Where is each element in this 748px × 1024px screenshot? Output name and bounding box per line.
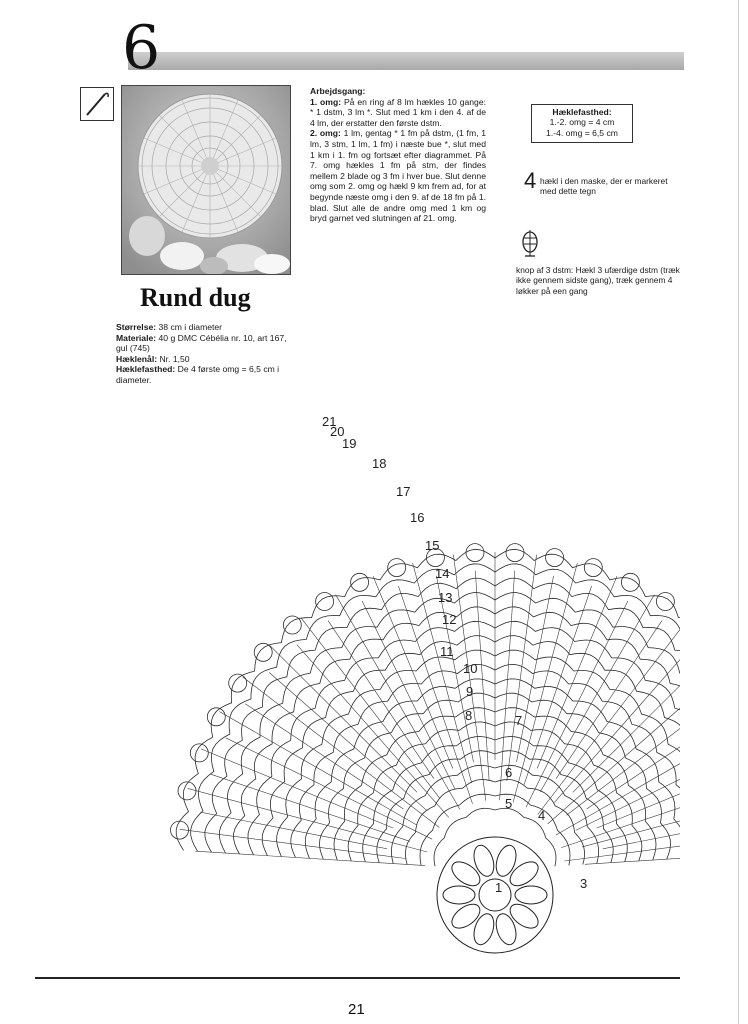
- spec-gauge: Hæklefasthed: De 4 første omg = 6,5 cm i diameter.: [116, 364, 280, 385]
- chart-center-petal: [515, 886, 547, 904]
- chart-stitch-spoke: [201, 749, 393, 828]
- chart-round-label: 16: [410, 510, 425, 525]
- chart-stitch-spoke: [362, 601, 455, 789]
- chart-outer-fan: [466, 544, 484, 562]
- chart-stitch-spoke: [524, 586, 592, 785]
- footer-rule: [35, 977, 680, 979]
- gauge-line-2: 1.-4. omg = 6,5 cm: [546, 127, 618, 138]
- chart-stitch-spoke: [587, 704, 680, 809]
- chart-stitch-spoke: [373, 576, 453, 768]
- chart-center-petal: [493, 843, 520, 879]
- chart-center-petal: [443, 886, 475, 904]
- chart-round-line: [291, 664, 680, 857]
- chart-stitch-spoke: [269, 673, 427, 811]
- chart-stitch-spoke: [201, 812, 388, 849]
- chart-round-label: 19: [342, 436, 357, 451]
- chart-stitch-spoke: [507, 555, 537, 781]
- mark-symbol-icon: 4: [524, 168, 537, 193]
- knot-symbol-icon: [520, 228, 540, 263]
- spec-hook: Hæklenål: Nr. 1,50: [116, 353, 190, 364]
- knot-legend-text: knop af 3 dstm: Hækl 3 ufærdige dstm (træk ikke gennem sidste gang), træk gennem 4 løkker på een gang: [516, 265, 680, 296]
- chart-round-label: 15: [425, 538, 440, 553]
- chart-round-line: [305, 679, 680, 858]
- chart-round-line: [277, 650, 680, 857]
- chart-outer-fan: [229, 674, 247, 692]
- chart-center-petal: [506, 857, 542, 890]
- chart-round-label: 3: [580, 876, 588, 891]
- chart-round-label: 17: [396, 484, 411, 499]
- chart-stitch-spoke: [585, 851, 680, 864]
- spec-material: Materiale: 40 g DMC Cébélia nr. 10, art 167, gul (745): [116, 332, 287, 354]
- chart-outer-fan: [178, 782, 196, 800]
- round-2-instruction: 2. omg: 1 lm, gentag * 1 fm på dstm, (1 fm, 1 lm, 3 stm, 1 lm, 1 fm) i næste bue *, slut med 1 km i 1. fm og fortsæt efter diagrammet. På 7. omg hækles 1 fm på stm, der findes mellem 2 blade og 3 fm i hver bue. Slut denne omg som 2. omg og hækl 9 km frem ad, for at begynde næste omg i den 9. af de 18 fm på 1. blad. Slut alle de andre omg med 1 km og bryd garnet ved slutningen af 21. omg.: [310, 128, 486, 224]
- chart-center-petal: [470, 911, 497, 947]
- chart-outer-fan: [546, 549, 564, 567]
- mark-legend-text: hækl i den maske, der er markeret med dette tegn: [540, 176, 668, 197]
- instructions-block: [310, 86, 486, 224]
- crochet-chart-svg: [120, 340, 680, 970]
- chart-stitch-spoke: [328, 621, 434, 779]
- chart-round-label: 6: [505, 765, 513, 780]
- chart-round-label: 13: [438, 590, 453, 605]
- chart-outer-fan: [254, 643, 272, 661]
- chart-stitch-spoke: [211, 774, 410, 841]
- chart-stitch-spoke: [301, 618, 440, 799]
- chart-round-label: 9: [466, 684, 474, 699]
- gauge-box: [531, 104, 633, 143]
- gauge-line-1: 1.-2. omg = 4 cm: [549, 117, 615, 128]
- chart-round-label: 5: [505, 796, 513, 811]
- crochet-chart: [120, 340, 680, 975]
- page-edge: [738, 0, 739, 1024]
- round-1-instruction: 1. omg: På en ring af 8 lm hækles 10 gange: * 1 dstm, 3 lm *. Slut med 1 km i den 4. af de 4 lm, der erstatter den første dstm.: [310, 96, 486, 128]
- crochet-hook-icon: [80, 87, 114, 121]
- chart-stitch-spoke: [180, 829, 406, 858]
- chart-stitch-spoke: [582, 788, 680, 847]
- chart-stitch-spoke: [188, 788, 428, 852]
- chart-center-petal: [470, 843, 497, 879]
- page-number: 21: [348, 1001, 365, 1018]
- chart-round-label: 7: [515, 713, 523, 728]
- chart-round-label: 12: [442, 612, 457, 627]
- pattern-title: Rund dug: [140, 283, 251, 312]
- chart-round-label: 10: [463, 661, 478, 676]
- chart-round-label: 14: [435, 566, 450, 581]
- chart-stitch-spoke: [517, 576, 554, 762]
- chart-stitch-spoke: [453, 555, 485, 801]
- chart-outer-fan: [656, 593, 674, 611]
- header-bar: [128, 52, 684, 70]
- chart-round-label: 18: [372, 456, 387, 471]
- chart-stitch-spoke: [567, 677, 681, 816]
- chart-stitch-spoke: [219, 712, 417, 826]
- chart-round-label: 8: [465, 708, 473, 723]
- chart-stitch-spoke: [537, 576, 617, 768]
- chart-stitch-spoke: [242, 677, 439, 828]
- chart-stitch-spoke: [597, 749, 680, 828]
- chart-stitch-spoke: [526, 601, 628, 807]
- chart-stitch-spoke: [573, 645, 680, 792]
- chart-center-petal: [448, 900, 484, 933]
- chart-outer-fan: [316, 593, 334, 611]
- chart-round-label: 21: [322, 414, 337, 429]
- gauge-heading: Hæklefasthed:: [552, 107, 612, 117]
- chart-stitch-spoke: [398, 586, 472, 804]
- chart-round-label: 4: [538, 808, 546, 823]
- chart-center-petal: [506, 900, 542, 933]
- chart-outer-fan: [283, 616, 301, 634]
- spec-size: Størrelse: 38 cm i diameter: [116, 322, 223, 332]
- doily-photo: [121, 85, 291, 275]
- chart-round-label: 1: [495, 880, 503, 895]
- chart-round-label: 20: [330, 424, 345, 439]
- chart-round-label: 11: [440, 644, 454, 659]
- chart-stitch-spoke: [245, 704, 403, 809]
- chart-outer-fan: [506, 544, 524, 562]
- pattern-number: 6: [122, 13, 161, 83]
- chart-flower-outline: [437, 837, 553, 953]
- chart-round-line: [248, 621, 680, 855]
- chart-center-petal: [493, 911, 520, 947]
- chart-center-petal: [448, 857, 484, 890]
- instructions-heading: Arbejdsgang:: [310, 86, 366, 96]
- chart-round-line: [420, 794, 570, 865]
- chart-outer-fan: [207, 708, 225, 726]
- chart-stitch-spoke: [196, 851, 426, 865]
